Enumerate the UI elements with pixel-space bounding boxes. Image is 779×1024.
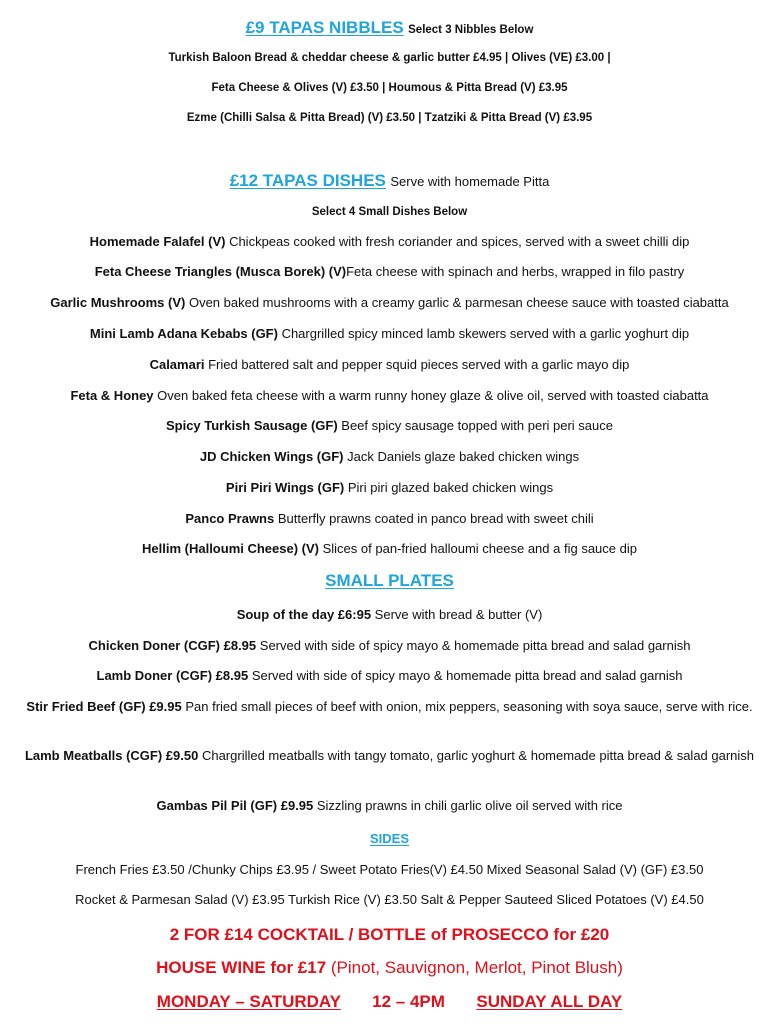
menu-item [0,326,779,341]
menu-item [0,638,779,653]
sides-line: French Fries £3.50 /Chunky Chips £3.95 / Sweet Potato Fries(V) £4.50 Mixed Seasonal Salad (V) (GF) £3.50 [75,862,704,877]
menu-item [0,798,779,813]
item-desc: Chickpeas cooked with fresh coriander and spices, served with a sweet chilli dip [225,234,690,249]
hours-sunday: SUNDAY ALL DAY [476,992,623,1011]
menu-item [0,295,779,310]
item-name: Stir Fried Beef (GF) £9.95 [26,699,182,714]
item-name: Gambas Pil Pil (GF) £9.95 [156,798,314,813]
item-desc: Feta cheese with spinach and herbs, wrapped in filo pastry [346,264,685,279]
item-desc: Served with side of spicy mayo & homemade pitta bread and salad garnish [256,638,691,653]
item-name: Piri Piri Wings (GF) [225,480,345,495]
item-name: Calamari [149,357,205,372]
menu-item [0,480,779,495]
sides-heading-row [0,830,779,848]
item-desc: Jack Daniels glaze baked chicken wings [343,449,580,464]
menu-item [0,234,779,249]
item-name: Lamb Meatballs (CGF) £9.50 [24,748,199,763]
item-desc: Chargrilled spicy minced lamb skewers served with a garlic yoghurt dip [277,326,690,341]
item-name: Mini Lamb Adana Kebabs (GF) [89,326,278,341]
menu-item [0,357,779,372]
menu-item [0,607,779,622]
item-name: Feta & Honey [70,388,154,403]
nibbles-line: Turkish Baloon Bread & cheddar cheese & garlic butter £4.95 | Olives (VE) £3.00 | [168,52,611,64]
item-name: Chicken Doner (CGF) £8.95 [88,638,257,653]
item-name: Spicy Turkish Sausage (GF) [165,418,338,433]
item-desc: Oven baked feta cheese with a warm runny honey glaze & olive oil, served with toasted ciabatta [153,388,709,403]
item-desc: Served with side of spicy mayo & homemade pitta bread and salad garnish [248,668,683,683]
cocktail-offer: 2 FOR £14 COCKTAIL / BOTTLE of PROSECCO for £20 [169,925,610,944]
menu-item [0,746,779,766]
item-desc: Serve with bread & butter (V) [371,607,543,622]
item-name: Hellim (Halloumi Cheese) (V) [142,541,319,556]
menu-item [0,449,779,464]
item-desc: Beef spicy sausage topped with peri peri sauce [337,418,614,433]
sides-line: Rocket & Parmesan Salad (V) £3.95 Turkish Rice (V) £3.50 Salt & Pepper Sauteed Sliced Potatoes (V) £4.50 [75,892,704,907]
item-desc: Fried battered salt and pepper squid pieces served with a garlic mayo dip [204,357,630,372]
nibbles-line: Ezme (Chilli Salsa & Pitta Bread) (V) £3.50 | Tzatziki & Pitta Bread (V) £3.95 [186,112,593,124]
item-desc: Slices of pan-fried halloumi cheese and a fig sauce dip [319,541,637,556]
tapas-instruction: Select 4 Small Dishes Below [311,206,468,218]
item-desc: Pan fried small pieces of beef with onion, mix peppers, seasoning with soya sauce, serve with rice. [181,699,753,714]
item-name: Feta Cheese Triangles (Musca Borek) (V) [94,264,347,279]
nibbles-line: Feta Cheese & Olives (V) £3.50 | Houmous & Pitta Bread (V) £3.95 [211,82,568,94]
hours-days: MONDAY – SATURDAY [156,992,341,1011]
item-name: Garlic Mushrooms (V) [50,295,186,310]
tapas-subheading: Serve with homemade Pitta [390,174,550,189]
house-wine-price: HOUSE WINE for £17 [156,958,327,977]
menu-item [0,697,779,717]
nibbles-heading-row [0,18,779,38]
house-wine-varieties: (Pinot, Sauvignon, Merlot, Pinot Blush) [326,958,623,977]
nibbles-heading: £9 TAPAS NIBBLES [245,18,404,37]
item-name: Homemade Falafel (V) [89,234,226,249]
item-desc: Oven baked mushrooms with a creamy garlic & parmesan cheese sauce with toasted ciabatta [185,295,729,310]
tapas-heading-row [0,171,779,191]
menu-item [0,541,779,556]
house-wine-offer [0,958,779,978]
menu-item [0,264,779,279]
menu-item [0,388,779,403]
nibbles-subheading: Select 3 Nibbles Below [408,24,534,36]
item-desc: Chargrilled meatballs with tangy tomato, garlic yoghurt & homemade pitta bread & salad garnish [198,748,755,763]
small-plates-heading-row [0,571,779,591]
small-plates-heading: SMALL PLATES [325,571,454,590]
item-desc: Sizzling prawns in chili garlic olive oil served with rice [313,798,623,813]
menu-item [0,668,779,683]
menu-item [0,511,779,526]
hours-time: 12 – 4PM [372,992,445,1011]
sides-heading: SIDES [369,831,409,846]
opening-hours [0,992,779,1012]
item-name: Soup of the day £6:95 [236,607,372,622]
menu-item [0,418,779,433]
item-desc: Piri piri glazed baked chicken wings [344,480,554,495]
item-desc: Butterfly prawns coated in panco bread with sweet chili [274,511,594,526]
item-name: JD Chicken Wings (GF) [199,449,344,464]
item-name: Panco Prawns [185,511,275,526]
tapas-heading: £12 TAPAS DISHES [229,171,386,190]
item-name: Lamb Doner (CGF) £8.95 [96,668,249,683]
